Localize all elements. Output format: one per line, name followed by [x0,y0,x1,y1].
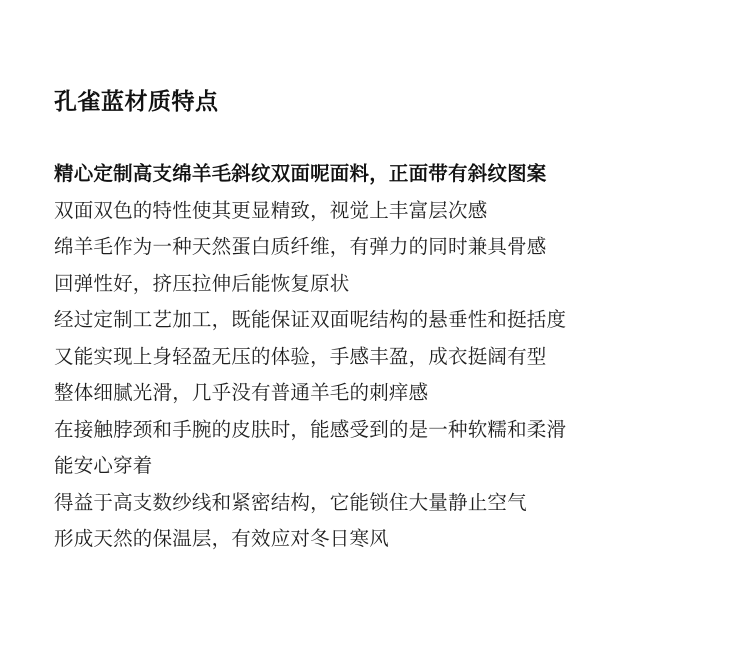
feature-line-fabric: 精心定制高支绵羊毛斜纹双面呢面料，正面带有斜纹图案 [54,162,547,185]
feature-line-skin-contact: 在接触脖颈和手腕的皮肤时，能感受到的是一种软糯和柔滑 [54,417,567,441]
feature-line-smooth: 整体细腻光滑，几乎没有普通羊毛的刺痒感 [54,381,429,404]
page-title: 孔雀蓝材质特点 [54,89,219,115]
feature-line-structure: 得益于高支数纱线和紧密结构，它能锁住大量静止空气 [54,490,527,514]
feature-line-comfort: 能安心穿着 [54,454,153,477]
feature-line-dual-color: 双面双色的特性使其更显精致，视觉上丰富层次感 [54,198,488,222]
feature-line-lightweight: 又能实现上身轻盈无压的体验，手感丰盈，成衣挺阔有型 [54,344,547,368]
feature-line-warmth: 形成天然的保温层，有效应对冬日寒风 [54,527,389,550]
feature-description [54,156,566,558]
feature-line-drape: 经过定制工艺加工，既能保证双面呢结构的悬垂性和挺括度 [54,308,567,331]
feature-line-resilience: 回弹性好，挤压拉伸后能恢复原状 [54,271,350,295]
feature-line-wool-fiber: 绵羊毛作为一种天然蛋白质纤维，有弹力的同时兼具骨感 [54,235,547,258]
